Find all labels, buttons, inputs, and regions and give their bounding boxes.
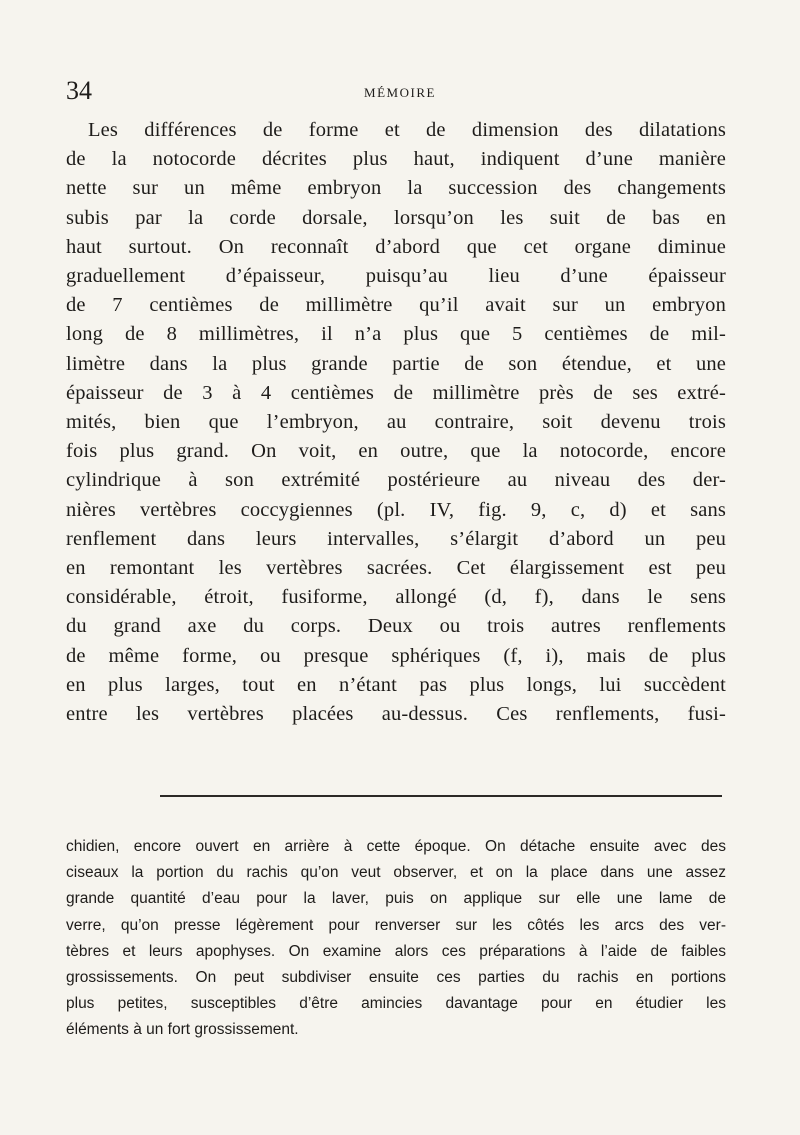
body-line: en plus larges, tout en n’étant pas plus longs, lui succèdent [66,673,726,696]
body-line: limètre dans la plus grande partie de son étendue, et une [66,352,726,375]
body-line: du grand axe du corps. Deux ou trois autres renflements [66,615,726,638]
body-line: nette sur un même embryon la succession des changements [66,177,726,200]
body-line: en remontant les vertèbres sacrées. Cet élargissement est peu [66,557,726,580]
body-text [66,116,726,729]
body-line: épaisseur de 3 à 4 centièmes de millimètre près de ses extré- [66,381,726,404]
body-line: fois plus grand. On voit, en outre, que la notocorde, encore [66,440,726,463]
body-line: mités, bien que l’embryon, au contraire, soit devenu trois [66,411,726,434]
page-number: 34 [66,76,92,105]
running-title: MÉMOIRE [364,85,436,100]
footnote-divider [160,795,722,797]
footnote-line: grossissements. On peut subdiviser ensuite ces parties du rachis en portions [66,969,726,987]
footnote-line: plus petites, susceptibles d’être amincies davantage pour en étudier les [66,995,726,1013]
body-line: nières vertèbres coccygiennes (pl. IV, fig. 9, c, d) et sans [66,498,726,521]
body-line: de la notocorde décrites plus haut, indiquent d’une manière [66,148,726,171]
body-line: cylindrique à son extrémité postérieure au niveau des der- [66,469,726,492]
body-line: considérable, étroit, fusiforme, allongé (d, f), dans le sens [66,586,726,609]
body-line: subis par la corde dorsale, lorsqu’on les suit de bas en [66,206,726,229]
footnote-line: ciseaux la portion du rachis qu’on veut observer, et on la place dans une assez [66,864,726,882]
footnote-line: grande quantité d’eau pour la laver, puis on applique sur elle une lame de [66,890,726,908]
body-line: Les différences de forme et de dimension des dilatations [88,119,726,141]
body-line: long de 8 millimètres, il n’a plus que 5 centièmes de mil- [66,323,726,346]
footnote-line: verre, qu’on presse légèrement pour renverser sur les côtés les arcs des ver- [66,916,726,934]
body-line: renflement dans leurs intervalles, s’élargit d’abord un peu [66,527,726,550]
footnote [66,834,726,1044]
footnote-line: éléments à un fort grossissement. [66,1021,299,1039]
body-line: graduellement d’épaisseur, puisqu’au lieu d’une épaisseur [66,265,726,288]
footnote-line: chidien, encore ouvert en arrière à cette époque. On détache ensuite avec des [66,838,726,855]
footnote-line: tèbres et leurs apophyses. On examine alors ces préparations à l’aide de faibles [66,942,726,960]
body-line: haut surtout. On reconnaît d’abord que cet organe diminue [66,235,726,258]
body-line: de 7 centièmes de millimètre qu’il avait sur un embryon [66,294,726,317]
body-line: de même forme, ou presque sphériques (f, i), mais de plus [66,644,726,667]
body-line: entre les vertèbres placées au-dessus. Ces renflements, fusi- [66,703,726,726]
